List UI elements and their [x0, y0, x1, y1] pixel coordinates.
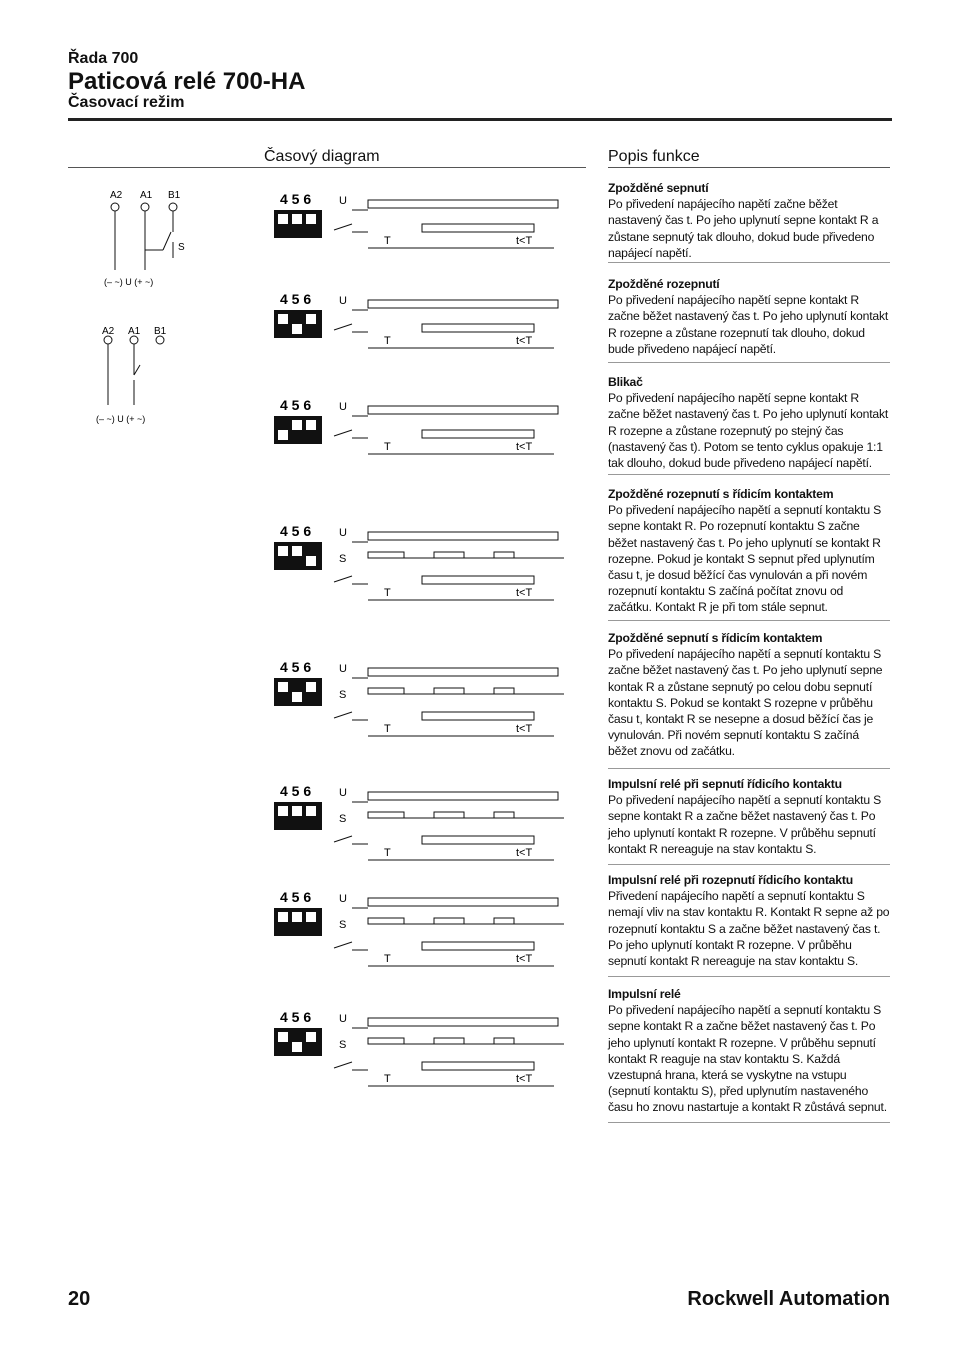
s-label: S	[339, 813, 347, 825]
u-signal	[368, 300, 558, 308]
u-label: U	[339, 527, 347, 539]
t-label: T	[384, 847, 391, 859]
dip-position-icon	[292, 806, 302, 816]
mode-heading: Zpožděné rozepnutí	[608, 277, 720, 291]
s-signal	[494, 1038, 514, 1044]
u-signal	[368, 792, 558, 800]
s-signal	[368, 552, 404, 558]
wiring-switch-label: S	[178, 242, 185, 253]
mode-description	[608, 630, 890, 760]
description-column-heading: Popis funkce	[608, 148, 700, 165]
r-switch-icon	[334, 224, 352, 230]
s-signal	[434, 812, 464, 818]
r-switch-icon	[334, 576, 352, 582]
timing-diagram-3	[264, 392, 594, 492]
pin-label: 4 5 6	[280, 523, 312, 539]
t-label: T	[384, 953, 391, 965]
t-lt-label: t<T	[516, 335, 533, 347]
u-signal	[368, 668, 558, 676]
series-label: Řada 700	[68, 50, 139, 67]
page-number: 20	[68, 1288, 91, 1310]
mode-separator	[608, 1122, 890, 1123]
mode-heading: Impulsní relé při sepnutí řídicího kontaktu	[608, 777, 842, 791]
u-label: U	[339, 1013, 347, 1025]
pin-label: 4 5 6	[280, 889, 312, 905]
wiring-a1-top: A1	[140, 190, 153, 201]
s-signal	[494, 918, 514, 924]
brand-name: Rockwell Automation	[687, 1288, 890, 1310]
s-signal	[494, 688, 514, 694]
dip-position-icon	[292, 1042, 302, 1052]
u-label: U	[339, 893, 347, 905]
dip-position-icon	[306, 420, 316, 430]
r-switch-icon	[334, 942, 352, 948]
t-label: T	[384, 441, 391, 453]
dip-position-icon	[278, 214, 288, 224]
dip-position-icon	[278, 806, 288, 816]
mode-body: Po přivedení napájecího napětí a sepnutí kontaktu S sepne kontakt R a začne běžet nastavený čas t. Po jeho uplynutí kontakt R rozepne. V průběhu sepnutí kontakt R reaguje na stav kontaktu S. Každá vzestupná hrana, která se vyskytne na vstupu (sepnutí kontaktu S), před uplynutím nastaveného času ho znovu nastartuje a kontakt R zůstává sepnut.	[608, 1003, 887, 1115]
t-lt-label: t<T	[516, 1073, 533, 1085]
timing-diagram-5	[264, 654, 594, 754]
mode-description	[608, 180, 890, 261]
mode-separator	[608, 864, 890, 865]
diagram-column-heading: Časový diagram	[264, 148, 380, 165]
mode-description	[608, 776, 890, 857]
dip-position-icon	[306, 912, 316, 922]
t-label: T	[384, 335, 391, 347]
s-signal	[368, 1038, 404, 1044]
dip-position-icon	[278, 314, 288, 324]
mode-body: Přivedení napájecího napětí a sepnutí kontaktu S nemají vliv na stav kontaktu R. Kontakt R sepne až po rozepnutí kontaktu S a začne běžet nastavený čas t. Po jeho uplynutí kontakt R rozepne. V průběhu sepnutí kontakt R nereaguje na stav kontaktu S.	[608, 889, 890, 969]
t-label: T	[384, 723, 391, 735]
pin-label: 4 5 6	[280, 1009, 312, 1025]
u-signal	[368, 200, 558, 208]
t-label: T	[384, 235, 391, 247]
mode-separator	[608, 362, 890, 363]
dip-position-icon	[278, 912, 288, 922]
mode-separator	[608, 262, 890, 263]
s-signal	[368, 812, 404, 818]
timing-diagram-6	[264, 778, 594, 878]
mode-heading: Zpožděné sepnutí s řídicím kontaktem	[608, 631, 823, 645]
pin-label: 4 5 6	[280, 659, 312, 675]
u-signal	[368, 898, 558, 906]
dip-position-icon	[306, 1032, 316, 1042]
mode-body: Po přivedení napájecího napětí sepne kontakt R začne běžet nastavený čas t. Po jeho uplynutí kontakt R rozepne a zůstane rozepnutý po stejný čas (nastavený čas t). Potom se tento cyklus opakuje 1:1 tak dlouho, dokud bude přivedeno napájecí napětí.	[608, 391, 889, 471]
s-label: S	[339, 553, 347, 565]
description-column-rule	[608, 167, 890, 168]
dip-position-icon	[292, 214, 302, 224]
mode-body: Po přivedení napájecího napětí a sepnutí kontaktu S začne běžet nastavený čas t. Po jeho uplynutí sepne kontak R a zůstane sepnutý po celou dobu sepnutí kontaktu S. Pokud se kontakt S rozepne v průběhu času t, kontakt R se nesepne a dosud běžící čas je vynulován. Při novém sepnutí kontaktu S začíná běžet znovu od začátku.	[608, 647, 883, 759]
r-signal	[422, 324, 534, 332]
dip-position-icon	[278, 682, 288, 692]
mode-body: Po přivedení napájecího napětí sepne kontakt R začne běžet nastavený čas t. Po jeho uplynutí kontakt R rozepne a zůstane rozepnutí tak dlouho, dokud bude přivedeno napájecí napětí.	[608, 293, 889, 356]
s-signal	[434, 918, 464, 924]
timing-diagram-1	[264, 186, 594, 286]
mode-separator	[608, 474, 890, 475]
mode-heading: Impulsní relé při rozepnutí řídicího kontaktu	[608, 873, 853, 887]
pin-label: 4 5 6	[280, 291, 312, 307]
mode-separator	[608, 768, 890, 769]
u-signal	[368, 406, 558, 414]
wiring-a2-bottom: A2	[102, 326, 115, 337]
t-lt-label: t<T	[516, 847, 533, 859]
mode-body: Po přivedení napájecího napětí a sepnutí kontaktu S sepne kontakt R. Po rozepnutí kontaktu S začne běžet nastavený čas t. Po jeho uplynutí se kontakt R rozepne. Pokud je kontakt S sepnut před uplynutím času t, je dosud běžící čas vynulován a při novém rozepnutí kontaktu S začíná počítat znovu od začátku. Kontakt R je při tom stále sepnut.	[608, 503, 882, 615]
r-switch-icon	[334, 712, 352, 718]
timing-diagram-8	[264, 1004, 594, 1104]
wiring-b1-bottom: B1	[154, 326, 167, 337]
s-label: S	[339, 1039, 347, 1051]
mode-description	[608, 872, 890, 969]
dip-position-icon	[292, 692, 302, 702]
mode-heading: Zpožděné rozepnutí s řídicím kontaktem	[608, 487, 834, 501]
timing-diagram-7	[264, 884, 594, 984]
t-label: T	[384, 587, 391, 599]
mode-heading: Blikač	[608, 375, 643, 389]
dip-position-icon	[278, 546, 288, 556]
dip-position-icon	[278, 1032, 288, 1042]
s-signal	[494, 812, 514, 818]
dip-position-icon	[306, 806, 316, 816]
s-signal	[434, 1038, 464, 1044]
s-signal	[368, 688, 404, 694]
wiring-a1-bottom: A1	[128, 326, 141, 337]
mode-body: Po přivedení napájecího napětí a sepnutí kontaktu S sepne kontakt R a začne běžet nastavený čas t. Po jeho uplynutí kontakt R rozepne. V průběhu sepnutí kontakt R nereaguje na stav kontaktu S.	[608, 793, 882, 856]
t-lt-label: t<T	[516, 235, 533, 247]
dip-position-icon	[306, 314, 316, 324]
t-lt-label: t<T	[516, 587, 533, 599]
mode-heading: Zpožděné sepnutí	[608, 181, 709, 195]
t-lt-label: t<T	[516, 723, 533, 735]
u-label: U	[339, 401, 347, 413]
mode-description	[608, 276, 890, 357]
mode-heading: Impulsní relé	[608, 987, 681, 1001]
dip-position-icon	[292, 912, 302, 922]
s-signal	[494, 552, 514, 558]
wiring-diagrams	[68, 170, 188, 440]
r-signal	[422, 942, 534, 950]
mode-separator	[608, 976, 890, 977]
s-signal	[434, 688, 464, 694]
t-lt-label: t<T	[516, 953, 533, 965]
r-signal	[422, 1062, 534, 1070]
u-label: U	[339, 787, 347, 799]
s-signal	[434, 552, 464, 558]
u-label: U	[339, 295, 347, 307]
r-signal	[422, 712, 534, 720]
header-rule	[68, 118, 892, 121]
mode-description	[608, 986, 890, 1116]
r-signal	[422, 576, 534, 584]
diagram-column-rule	[68, 167, 586, 168]
r-switch-icon	[334, 836, 352, 842]
r-signal	[422, 430, 534, 438]
u-label: U	[339, 195, 347, 207]
u-signal	[368, 532, 558, 540]
timing-diagram-2	[264, 286, 594, 386]
pin-label: 4 5 6	[280, 397, 312, 413]
wiring-b1-top: B1	[168, 190, 181, 201]
page-title: Paticová relé 700-HA	[68, 68, 306, 95]
mode-separator	[608, 620, 890, 621]
s-label: S	[339, 919, 347, 931]
r-switch-icon	[334, 324, 352, 330]
dip-position-icon	[292, 324, 302, 334]
r-signal	[422, 836, 534, 844]
s-signal	[368, 918, 404, 924]
dip-position-icon	[306, 556, 316, 566]
r-signal	[422, 224, 534, 232]
s-label: S	[339, 689, 347, 701]
dip-position-icon	[292, 546, 302, 556]
timing-diagram-4	[264, 518, 594, 618]
wiring-a2-top: A2	[110, 190, 123, 201]
dip-position-icon	[306, 682, 316, 692]
t-lt-label: t<T	[516, 441, 533, 453]
mode-body: Po přivedení napájecího napětí začne běžet nastavený čas t. Po jeho uplynutí sepne kontakt R a zůstane sepnutý tak dlouho, dokud bude přivedeno napájecí napětí.	[608, 197, 879, 260]
dip-position-icon	[278, 430, 288, 440]
wiring-supply-bottom: (– ~) U (+ ~)	[96, 414, 146, 424]
dip-position-icon	[306, 214, 316, 224]
page-subtitle: Časovací režim	[68, 94, 185, 111]
wiring-supply-top: (– ~) U (+ ~)	[104, 277, 154, 287]
mode-description	[608, 486, 890, 616]
t-label: T	[384, 1073, 391, 1085]
u-signal	[368, 1018, 558, 1026]
pin-label: 4 5 6	[280, 191, 312, 207]
pin-label: 4 5 6	[280, 783, 312, 799]
dip-position-icon	[292, 420, 302, 430]
r-switch-icon	[334, 430, 352, 436]
u-label: U	[339, 663, 347, 675]
mode-description	[608, 374, 890, 471]
r-switch-icon	[334, 1062, 352, 1068]
